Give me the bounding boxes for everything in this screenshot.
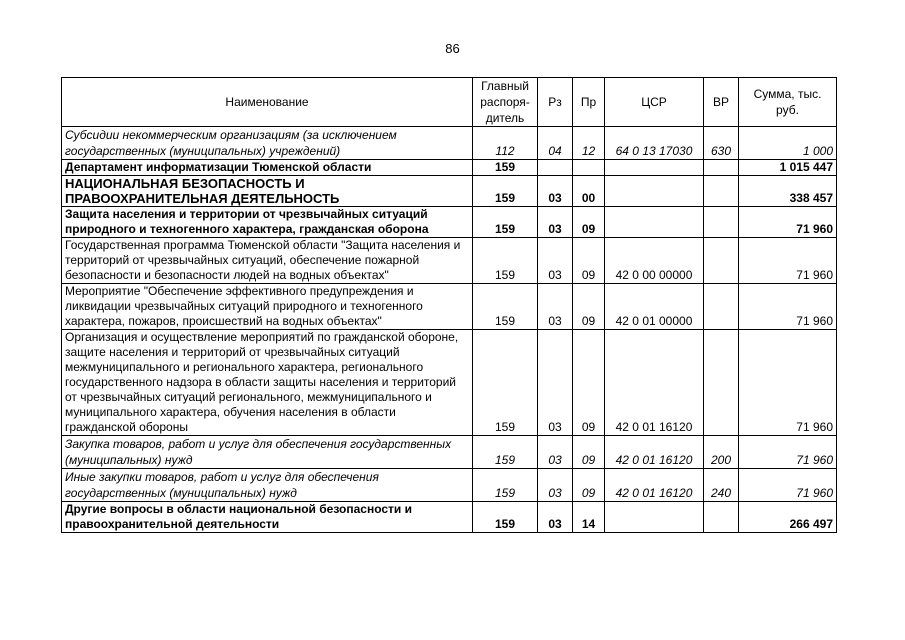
- row-grbs: 159: [473, 176, 538, 207]
- row-grbs: 159: [473, 207, 538, 238]
- row-sum: 71 960: [739, 238, 837, 284]
- row-sum: 71 960: [739, 207, 837, 238]
- header-vr: ВР: [704, 78, 739, 127]
- table-row: [62, 207, 837, 238]
- row-csr: 42 0 01 16120: [605, 330, 704, 436]
- header-csr: ЦСР: [605, 78, 704, 127]
- row-csr: [605, 502, 704, 533]
- row-sum: 71 960: [739, 436, 837, 469]
- row-name: Мероприятие "Обеспечение эффективного предупреждения и ликвидации чрезвычайных ситуаций природного и техногенного характера, пожаров, происшествий на водных объектах": [62, 284, 473, 330]
- header-rz: Рз: [538, 78, 573, 127]
- row-vr: [704, 207, 739, 238]
- row-rz: [538, 160, 573, 176]
- row-pr: 12: [573, 127, 605, 160]
- row-vr: [704, 330, 739, 436]
- row-vr: [704, 238, 739, 284]
- row-grbs: 159: [473, 284, 538, 330]
- row-name: Государственная программа Тюменской области "Защита населения и территорий от чрезвычайных ситуаций, обеспечение пожарной безопасности и безопасности людей на водных объектах": [62, 238, 473, 284]
- row-name: Закупка товаров, работ и услуг для обеспечения государственных (муниципальных) нужд: [62, 436, 473, 469]
- row-sum: 1 000: [739, 127, 837, 160]
- row-sum: 338 457: [739, 176, 837, 207]
- header-name: Наименование: [62, 78, 473, 127]
- table-row: [62, 330, 837, 436]
- row-sum: 266 497: [739, 502, 837, 533]
- row-pr: 09: [573, 436, 605, 469]
- row-vr: 240: [704, 469, 739, 502]
- table-row: [62, 284, 837, 330]
- row-rz: 03: [538, 284, 573, 330]
- table-row: [62, 238, 837, 284]
- table-row: [62, 127, 837, 160]
- row-pr: [573, 160, 605, 176]
- table-row: [62, 176, 837, 207]
- row-rz: 03: [538, 238, 573, 284]
- row-pr: 14: [573, 502, 605, 533]
- row-csr: [605, 207, 704, 238]
- row-name: Организация и осуществление мероприятий по гражданской обороне, защите населения и территорий от чрезвычайных ситуаций межмуниципального и регионального характера, регионального государственного надзора в области защиты населения и территорий от чрезвычайных ситуаций регионального, межмуниципального и муниципального характера, обучения населения в области гражданской обороны: [62, 330, 473, 436]
- row-rz: 03: [538, 469, 573, 502]
- row-name: Иные закупки товаров, работ и услуг для обеспечения государственных (муниципальных) нужд: [62, 469, 473, 502]
- row-pr: 09: [573, 469, 605, 502]
- row-csr: [605, 160, 704, 176]
- table-row: [62, 436, 837, 469]
- header-grbs: Главный распоря- дитель: [473, 78, 538, 127]
- page-number: 86: [445, 41, 460, 56]
- row-name: Другие вопросы в области национальной безопасности и правоохранительной деятельности: [62, 502, 473, 533]
- row-grbs: 112: [473, 127, 538, 160]
- row-pr: 09: [573, 238, 605, 284]
- row-csr: 42 0 00 00000: [605, 238, 704, 284]
- row-vr: [704, 502, 739, 533]
- row-name: Департамент информатизации Тюменской области: [62, 160, 473, 176]
- row-grbs: 159: [473, 436, 538, 469]
- row-rz: 03: [538, 502, 573, 533]
- table-row: [62, 502, 837, 533]
- row-vr: 630: [704, 127, 739, 160]
- row-sum: 71 960: [739, 284, 837, 330]
- budget-table: [61, 77, 837, 533]
- row-pr: 09: [573, 330, 605, 436]
- header-pr: Пр: [573, 78, 605, 127]
- row-csr: [605, 176, 704, 207]
- header-row: [62, 78, 837, 127]
- row-name: Субсидии некоммерческим организациям (за исключением государственных (муниципальных) учреждений): [62, 127, 473, 160]
- row-grbs: 159: [473, 469, 538, 502]
- table-row: [62, 469, 837, 502]
- row-csr: 42 0 01 00000: [605, 284, 704, 330]
- row-grbs: 159: [473, 238, 538, 284]
- row-rz: 03: [538, 330, 573, 436]
- row-sum: 1 015 447: [739, 160, 837, 176]
- row-pr: 09: [573, 284, 605, 330]
- row-rz: 03: [538, 436, 573, 469]
- row-pr: 09: [573, 207, 605, 238]
- row-vr: [704, 284, 739, 330]
- row-csr: 64 0 13 17030: [605, 127, 704, 160]
- table-row: [62, 160, 837, 176]
- row-rz: 03: [538, 176, 573, 207]
- row-grbs: 159: [473, 502, 538, 533]
- row-rz: 04: [538, 127, 573, 160]
- row-name: НАЦИОНАЛЬНАЯ БЕЗОПАСНОСТЬ И ПРАВООХРАНИТЕЛЬНАЯ ДЕЯТЕЛЬНОСТЬ: [62, 176, 473, 207]
- row-vr: [704, 160, 739, 176]
- row-csr: 42 0 01 16120: [605, 469, 704, 502]
- row-grbs: 159: [473, 160, 538, 176]
- row-rz: 03: [538, 207, 573, 238]
- row-vr: 200: [704, 436, 739, 469]
- row-grbs: 159: [473, 330, 538, 436]
- row-sum: 71 960: [739, 330, 837, 436]
- row-pr: 00: [573, 176, 605, 207]
- row-vr: [704, 176, 739, 207]
- header-sum: Сумма, тыс. руб.: [739, 78, 837, 127]
- row-csr: 42 0 01 16120: [605, 436, 704, 469]
- row-name: Защита населения и территории от чрезвычайных ситуаций природного и техногенного характера, гражданская оборона: [62, 207, 473, 238]
- row-sum: 71 960: [739, 469, 837, 502]
